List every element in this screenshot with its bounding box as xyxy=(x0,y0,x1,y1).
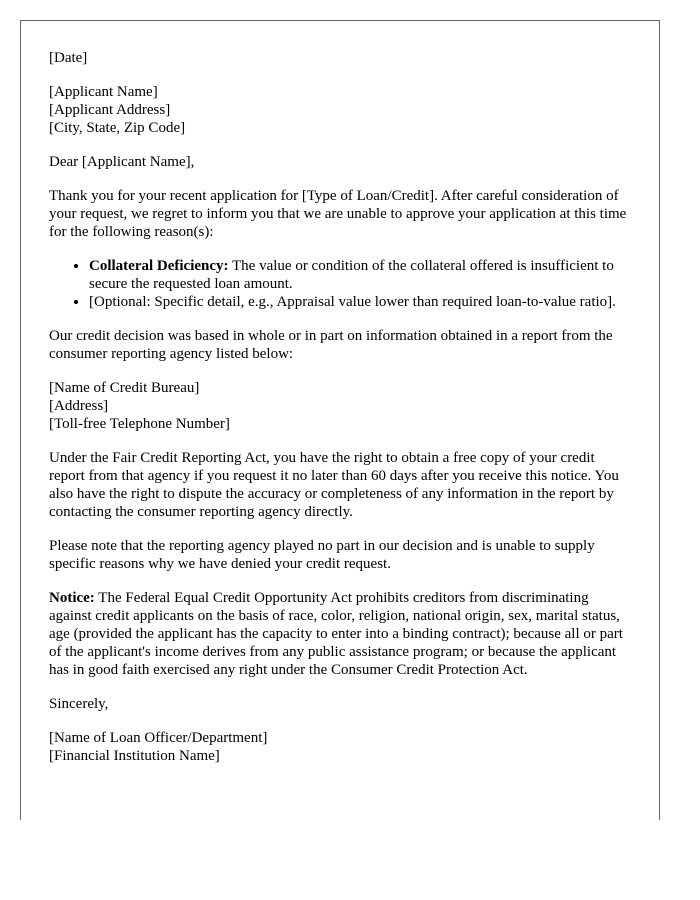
notice-paragraph xyxy=(49,589,631,679)
reason-text: [Optional: Specific detail, e.g., Appraisal value lower than required loan-to-value ratio]. xyxy=(89,294,616,310)
signature-institution: [Financial Institution Name] xyxy=(49,748,220,764)
applicant-block xyxy=(49,83,631,137)
notice-label: Notice: xyxy=(49,590,95,606)
applicant-address: [Applicant Address] xyxy=(49,102,171,118)
reason-item xyxy=(89,257,631,293)
fcra-paragraph: Under the Fair Credit Reporting Act, you have the right to obtain a free copy of your credit report from that agency if you request it no later than 60 days after you receive this notice. You also have the right to dispute the accuracy or completeness of any information in the report by contacting the consumer reporting agency directly. xyxy=(49,450,619,520)
applicant-city-state-zip: [City, State, Zip Code] xyxy=(49,120,186,136)
applicant-name: [Applicant Name] xyxy=(49,84,158,100)
bureau-address: [Address] xyxy=(49,398,109,414)
closing: Sincerely, xyxy=(49,696,109,712)
letter-page xyxy=(20,20,660,820)
bureau-phone: [Toll-free Telephone Number] xyxy=(49,416,230,432)
credit-decision-paragraph: Our credit decision was based in whole or in part on information obtained in a report from the consumer reporting agency listed below: xyxy=(49,328,613,362)
reason-text: The value or condition of the collateral offered is insufficient to secure the requested loan amount. xyxy=(89,258,614,292)
agency-note-paragraph: Please note that the reporting agency played no part in our decision and is unable to supply specific reasons why we have denied your credit request. xyxy=(49,538,595,572)
letter-date: [Date] xyxy=(49,50,88,66)
reason-item xyxy=(89,293,631,311)
salutation: Dear [Applicant Name], xyxy=(49,154,195,170)
bureau-block xyxy=(49,379,631,433)
reason-label: Collateral Deficiency: xyxy=(89,258,229,274)
signature-block xyxy=(49,729,631,765)
intro-paragraph: Thank you for your recent application for [Type of Loan/Credit]. After careful consideration of your request, we regret to inform you that we are unable to approve your application at this time for the following reason(s): xyxy=(49,188,627,240)
notice-text: The Federal Equal Credit Opportunity Act prohibits creditors from discriminating against credit applicants on the basis of race, color, religion, national origin, sex, marital status, age (provided the applicant has the capacity to enter into a binding contract); because all or part of the applicant's income derives from any public assistance program; or because the applicant has in good faith exercised any right under the Consumer Credit Protection Act. xyxy=(49,590,623,678)
bureau-name: [Name of Credit Bureau] xyxy=(49,380,200,396)
signature-officer: [Name of Loan Officer/Department] xyxy=(49,730,268,746)
reasons-list xyxy=(49,257,631,311)
